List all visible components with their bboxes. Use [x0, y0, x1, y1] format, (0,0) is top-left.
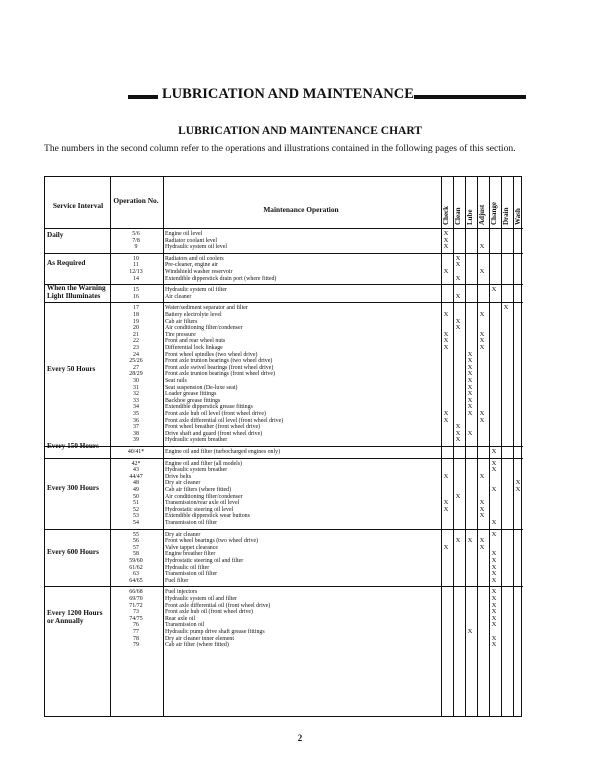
maintenance-operation: Backhoe grease fittings: [165, 397, 221, 404]
maintenance-operation: Transmission oil: [165, 622, 205, 629]
table-row: [45, 551, 523, 558]
check-mark: X: [443, 505, 449, 513]
table-row: [45, 319, 523, 326]
maintenance-operation: Dry air cleaner: [165, 531, 201, 538]
maintenance-operation: Hydrostatic steering oil and filter: [165, 558, 244, 564]
check-mark: X: [443, 472, 449, 480]
maintenance-operation: Fuel filter: [165, 577, 189, 584]
operation-number: 35: [133, 411, 139, 417]
maintenance-operation: Differential lock linkage: [165, 345, 223, 351]
group-rule: [45, 458, 523, 459]
maintenance-operation: Cab air filter (where fitted): [165, 642, 229, 649]
maintenance-operation: Front axle trunion bearings (front wheel drive): [165, 371, 275, 378]
check-mark: X: [455, 537, 461, 545]
maintenance-operation: Hydraulic system breather: [165, 467, 228, 474]
check-mark: X: [455, 429, 461, 437]
check-mark: X: [455, 423, 461, 431]
operation-number: 53: [133, 513, 139, 520]
maintenance-operation: Engine oil and filter (all models): [165, 460, 243, 467]
operation-number: 17: [133, 305, 139, 312]
operation-number: 24: [133, 351, 139, 358]
table-row: [45, 431, 523, 438]
check-mark: X: [503, 304, 509, 312]
check-mark: X: [491, 557, 497, 564]
maintenance-operation: Front axle differential oil (front wheel drive): [165, 602, 271, 609]
check-mark: X: [491, 459, 497, 467]
table-row: [45, 480, 523, 487]
table-row: [45, 507, 523, 514]
check-mark: X: [443, 230, 449, 237]
check-mark: X: [467, 396, 473, 404]
maintenance-operation: Air conditioning filter/condenser: [165, 493, 243, 500]
maintenance-operation: Front axle hub oil (front wheel drive): [165, 609, 254, 616]
maintenance-operation: Seat suspension (De-luxe seat): [165, 384, 238, 391]
maintenance-operation: Transmission/rear axle oil level: [165, 500, 240, 507]
col-header-check: Adjust: [478, 204, 486, 225]
header-rule-left: [128, 95, 158, 99]
maintenance-operation: Transmission oil filter: [165, 520, 218, 526]
operation-number: 15: [133, 287, 139, 294]
operation-number: 34: [133, 404, 139, 411]
table-row: [45, 391, 523, 398]
section-header: [128, 86, 528, 108]
check-mark: X: [491, 466, 497, 474]
col-header-check: Wash: [514, 208, 522, 225]
check-mark: X: [491, 614, 497, 622]
maintenance-operation: Engine breather filter: [165, 551, 216, 558]
check-mark: X: [515, 479, 521, 487]
check-mark: X: [479, 505, 485, 513]
table-row: [45, 494, 523, 501]
table-row: [45, 398, 523, 405]
operation-number: 49: [133, 487, 139, 493]
operation-number: 51: [133, 500, 139, 507]
check-mark: X: [491, 570, 497, 578]
check-mark: X: [443, 330, 449, 338]
group-rule: [45, 284, 523, 285]
check-mark: X: [467, 377, 473, 384]
operation-number: 10: [133, 255, 139, 262]
check-mark: X: [491, 576, 497, 584]
table-row: [45, 312, 523, 319]
operation-number: 27: [133, 364, 139, 371]
operation-number: 12/13: [129, 269, 143, 275]
check-mark: X: [467, 357, 473, 365]
operation-number: 36: [133, 417, 139, 424]
operation-number: 64/65: [129, 577, 143, 584]
operation-number: 37: [133, 424, 139, 431]
operation-number: 16: [133, 293, 139, 300]
check-mark: X: [455, 436, 461, 444]
check-mark: X: [455, 254, 461, 262]
maintenance-operation: Dry air cleaner inner element: [165, 635, 235, 642]
table-row: [45, 513, 523, 520]
check-mark: X: [455, 324, 461, 332]
maintenance-operation: Front wheel spindles (two wheel drive): [165, 351, 258, 358]
maintenance-table: [44, 176, 522, 717]
check-mark: X: [491, 563, 497, 571]
operation-number: 61/62: [129, 564, 143, 571]
maintenance-operation: Hydrostatic steering oil level: [165, 506, 234, 513]
operation-number: 7/8: [132, 237, 140, 244]
group-rule: [45, 446, 523, 447]
table-row: [45, 358, 523, 365]
check-mark: X: [491, 595, 497, 602]
check-mark: X: [467, 410, 473, 417]
table-row: [45, 294, 523, 301]
table-row: [45, 603, 523, 610]
table-row: [45, 411, 523, 418]
check-mark: X: [491, 519, 497, 526]
check-mark: X: [455, 492, 461, 500]
table-row: [45, 371, 523, 378]
operation-number: 78: [133, 635, 139, 642]
check-mark: X: [455, 292, 461, 300]
table-row: [45, 532, 523, 539]
service-interval: Every 150 Hours: [47, 442, 99, 451]
maintenance-operation: Radiator coolant level: [165, 237, 218, 244]
operation-number: 14: [133, 275, 139, 282]
table-row: [45, 238, 523, 245]
maintenance-operation: Extendible dipperstick wear buttons: [165, 513, 250, 520]
operation-number: 48: [133, 480, 139, 487]
service-interval: When the Warning Light Illuminates: [47, 283, 106, 300]
maintenance-operation: Battery electrolyte level: [165, 312, 222, 318]
operation-number: 40/41*: [127, 449, 145, 455]
operation-number: 43: [133, 467, 139, 474]
page-number: 2: [297, 733, 303, 743]
group-rule: [45, 302, 523, 303]
section-title: LUBRICATION AND MAINTENANCE: [162, 86, 414, 102]
check-mark: X: [467, 537, 473, 545]
operation-number: 38: [133, 430, 139, 437]
check-mark: X: [479, 410, 485, 417]
check-mark: X: [443, 499, 449, 507]
chart-title: LUBRICATION AND MAINTENANCE CHART: [178, 125, 422, 137]
check-mark: X: [443, 243, 449, 251]
table-row: [45, 385, 523, 392]
table-row: [45, 538, 523, 545]
service-interval: Every 50 Hours: [47, 364, 96, 373]
col-header-maintenance: Maintenance Operation: [263, 205, 339, 214]
maintenance-operation: Hydraulic system oil level: [165, 244, 228, 251]
maintenance-operation: Fuel injectors: [165, 589, 198, 596]
maintenance-operation: Front axle trunion bearings (two wheel drive): [165, 358, 273, 365]
maintenance-operation: Air conditioning filter/condenser: [165, 325, 243, 332]
col-header-check: Lube: [466, 209, 474, 225]
table-row: [45, 345, 523, 352]
operation-number: 55: [133, 531, 139, 538]
maintenance-operation: Water/sediment separator and filter: [165, 305, 248, 312]
intro-text: The numbers in the second column refer to the operations and illustrations contained in the following pages of this section.: [44, 143, 516, 154]
table-row: [45, 520, 523, 527]
operation-number: 79: [133, 642, 139, 649]
table-row: [45, 629, 523, 636]
check-mark: X: [491, 486, 497, 493]
operation-number: 30: [133, 378, 139, 384]
table-row: [45, 609, 523, 616]
operation-number: 9: [134, 244, 138, 251]
operation-number: 31: [133, 384, 139, 391]
table-row: [45, 449, 523, 456]
operation-number: 19: [133, 318, 139, 325]
check-mark: X: [479, 537, 485, 545]
maintenance-operation: Engine oil and filter (turbocharged engines only): [165, 449, 281, 455]
maintenance-operation: Rear axle oil: [165, 615, 196, 622]
operation-number: 59/60: [129, 558, 143, 564]
table-row: [45, 325, 523, 332]
maintenance-operation: Tire pressure: [165, 331, 196, 338]
maintenance-operation: Windshield washer reservoir: [165, 269, 233, 275]
check-mark: X: [479, 243, 485, 251]
operation-number: 33: [133, 397, 139, 404]
check-mark: X: [491, 601, 497, 609]
service-interval: Every 300 Hours: [47, 483, 99, 492]
operation-number: 58: [133, 551, 139, 558]
maintenance-operation: Hydraulic system breather: [165, 437, 228, 444]
check-mark: X: [479, 337, 485, 345]
check-mark: X: [443, 543, 449, 551]
operation-number: 44/47: [129, 473, 143, 480]
maintenance-operation: Loader grease fittings: [165, 391, 217, 398]
maintenance-operation: Front axle hub oil level (front wheel drive): [165, 411, 266, 417]
table-row: [45, 305, 523, 312]
operation-number: 52: [133, 506, 139, 513]
table-row: [45, 642, 523, 649]
operation-number: 54: [133, 520, 139, 526]
check-mark: X: [491, 588, 497, 596]
maintenance-operation: Drive shaft and guard (front wheel drive): [165, 430, 263, 437]
table-row: [45, 287, 523, 294]
operation-number: 11: [133, 262, 139, 269]
operation-number: 23: [133, 345, 139, 351]
maintenance-operation: Pre-cleaner, engine air: [165, 262, 218, 269]
check-mark: X: [479, 330, 485, 338]
table-row: [45, 578, 523, 585]
maintenance-operation: Cab air filters: [165, 318, 198, 325]
service-interval: Daily: [47, 230, 64, 239]
check-mark: X: [515, 486, 521, 493]
table-row: [45, 256, 523, 263]
check-mark: X: [491, 550, 497, 558]
col-header-operation: Operation No.: [113, 196, 159, 205]
table-row: [45, 461, 523, 468]
check-mark: X: [479, 543, 485, 551]
operation-number: 63: [133, 571, 139, 578]
check-mark: X: [479, 311, 485, 318]
table-row: [45, 474, 523, 481]
maintenance-operation: Dry air cleaner: [165, 480, 201, 487]
header-rule: [45, 228, 523, 229]
col-header-interval: Service Interval: [52, 201, 104, 210]
check-mark: X: [443, 344, 449, 351]
operation-number: 18: [133, 312, 139, 318]
operation-number: 74/75: [129, 615, 143, 622]
operation-number: 76: [133, 622, 139, 629]
table-row: [45, 487, 523, 494]
check-mark: X: [467, 363, 473, 371]
check-mark: X: [491, 286, 497, 294]
table-row: [45, 565, 523, 572]
check-mark: X: [455, 274, 461, 282]
table-row: [45, 276, 523, 283]
check-mark: X: [455, 317, 461, 325]
check-mark: X: [443, 236, 449, 244]
operation-number: 42*: [131, 460, 141, 467]
maintenance-operation: Front wheel bearings (two wheel drive): [165, 538, 259, 545]
operation-number: 28/29: [129, 371, 143, 378]
check-mark: X: [491, 530, 497, 538]
operation-number: 25/26: [129, 358, 143, 365]
table-row: [45, 589, 523, 596]
operation-number: 69/70: [129, 596, 143, 602]
check-mark: X: [467, 350, 473, 358]
col-header-check: Change: [490, 202, 498, 225]
check-mark: X: [443, 311, 449, 318]
check-mark: X: [467, 383, 473, 391]
check-mark: X: [479, 268, 485, 275]
maintenance-operation: Front and rear wheel nuts: [165, 338, 226, 345]
table-row: [45, 352, 523, 359]
table-row: [45, 622, 523, 629]
check-mark: X: [443, 268, 449, 275]
operation-number: 56: [133, 538, 139, 545]
check-mark: X: [467, 403, 473, 411]
table-row: [45, 500, 523, 507]
maintenance-operation: Valve tappet clearance: [165, 544, 218, 551]
check-mark: X: [491, 608, 497, 616]
maintenance-operation: Engine oil level: [165, 231, 203, 237]
header-rule-right: [414, 95, 526, 99]
check-mark: X: [479, 472, 485, 480]
table-row: [45, 338, 523, 345]
maintenance-operation: Seat rails: [165, 378, 187, 384]
check-mark: X: [443, 410, 449, 417]
check-mark: X: [443, 416, 449, 424]
check-mark: X: [479, 512, 485, 520]
table-row: [45, 467, 523, 474]
check-mark: X: [467, 628, 473, 635]
maintenance-operation: Radiators and oil coolers: [165, 255, 224, 262]
table-row: [45, 616, 523, 623]
operation-number: 71/72: [129, 602, 143, 609]
service-interval: Every 1200 Hours or Annually: [47, 609, 103, 626]
col-header-check: Drain: [502, 207, 510, 225]
maintenance-operation: Cab air filters (where fitted): [165, 487, 232, 493]
maintenance-operation: Extendible dipperstick grease fittings: [165, 404, 253, 411]
table-row: [45, 571, 523, 578]
operation-number: 39: [133, 437, 139, 444]
table-row: [45, 231, 523, 238]
maintenance-operation: Front axle differential oil level (front wheel drive): [165, 417, 284, 424]
service-interval: As Required: [47, 259, 86, 267]
operation-number: 21: [133, 331, 139, 338]
table-row: [45, 596, 523, 603]
maintenance-operation: Hydraulic system oil and filter: [165, 596, 237, 602]
table-row: [45, 424, 523, 431]
table-row: [45, 404, 523, 411]
check-mark: X: [491, 641, 497, 649]
service-interval: Every 600 Hours: [47, 548, 99, 556]
operation-number: 22: [133, 338, 139, 345]
check-mark: X: [467, 429, 473, 437]
col-header-check: Clean: [454, 207, 462, 225]
maintenance-operation: Front axle swivel bearings (front wheel drive): [165, 364, 274, 371]
maintenance-operation: Front wheel breather (front wheel drive): [165, 424, 261, 431]
check-mark: X: [479, 416, 485, 424]
operation-number: 32: [133, 391, 139, 398]
group-rule: [45, 586, 523, 587]
table-row: [45, 269, 523, 276]
group-rule: [45, 529, 523, 530]
operation-number: 57: [133, 544, 139, 551]
operation-number: 50: [133, 493, 139, 500]
maintenance-operation: Hydraulic pump drive shaft grease fittings: [165, 629, 265, 635]
check-mark: X: [491, 621, 497, 629]
operation-number: 5/6: [132, 231, 140, 237]
table-row: [45, 636, 523, 643]
check-mark: X: [491, 634, 497, 642]
maintenance-operation: Transmission oil filter: [165, 571, 218, 578]
operation-number: 73: [133, 609, 139, 616]
check-mark: X: [479, 499, 485, 507]
maintenance-operation: Hydraulic oil filter: [165, 564, 210, 571]
check-mark: X: [443, 337, 449, 345]
maintenance-operation: Drive belts: [165, 473, 192, 480]
table-row: [45, 418, 523, 425]
check-mark: X: [455, 261, 461, 269]
group-rule: [45, 253, 523, 254]
maintenance-operation: Hydraulic system oil filter: [165, 287, 228, 294]
check-mark: X: [467, 390, 473, 398]
table-row: [45, 437, 523, 444]
check-mark: X: [491, 448, 497, 455]
table-row: [45, 545, 523, 552]
maintenance-operation: Extendible dipperstick drain port (where fitted): [165, 275, 277, 282]
check-mark: X: [467, 370, 473, 378]
table-row: [45, 332, 523, 339]
table-row: [45, 262, 523, 269]
check-mark: X: [479, 344, 485, 351]
operation-number: 66/68: [129, 589, 143, 596]
operation-number: 20: [133, 325, 139, 332]
maintenance-operation: Air cleaner: [165, 293, 192, 300]
table-row: [45, 365, 523, 372]
col-header-check: Check: [442, 205, 450, 225]
table-row: [45, 378, 523, 385]
operation-number: 77: [133, 629, 139, 635]
table-row: [45, 244, 523, 251]
table-row: [45, 558, 523, 565]
